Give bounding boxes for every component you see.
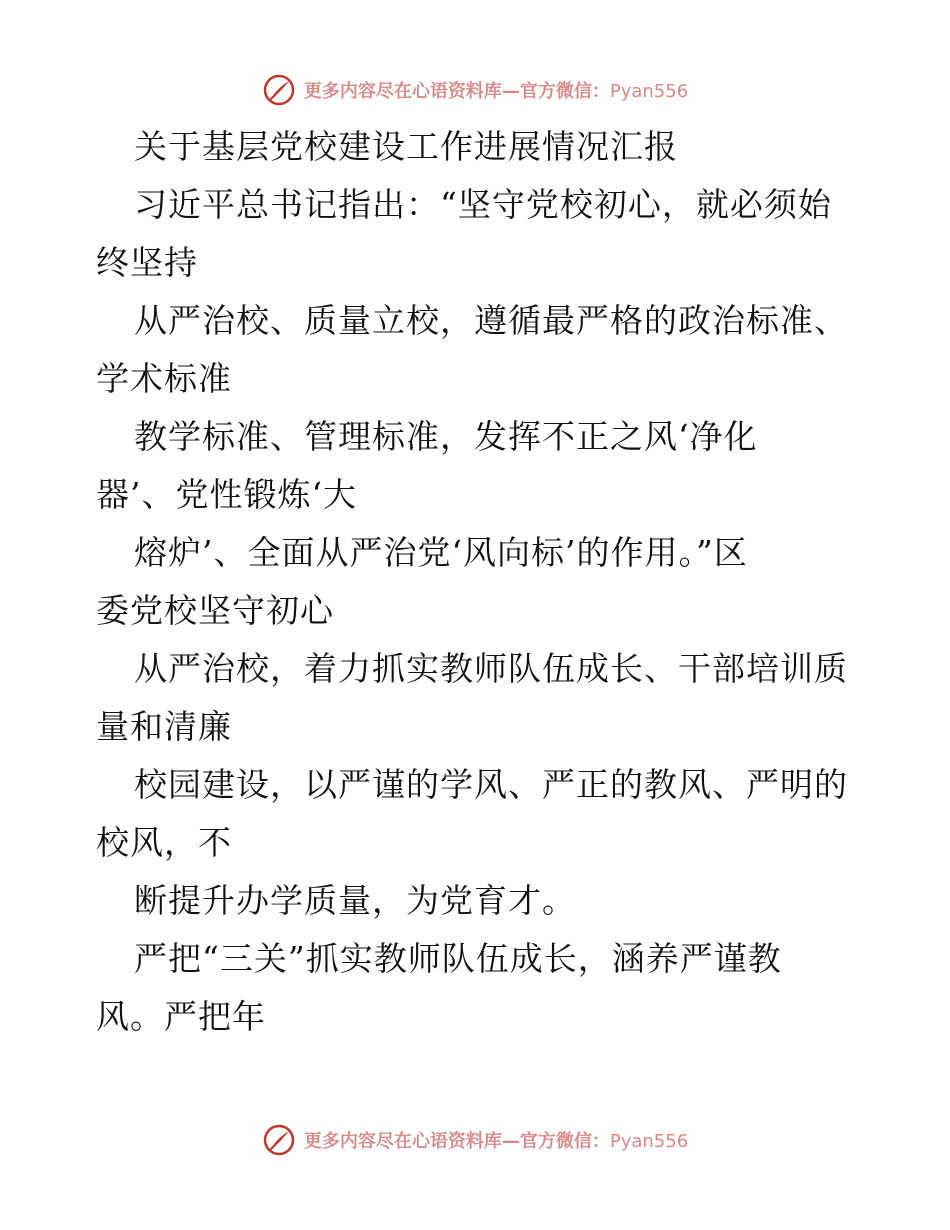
text-line: 器’、党性锻炼‘大: [96, 475, 357, 514]
text-line: 从严治校，着力抓实教师队伍成长、干部培训质: [134, 649, 848, 688]
text-line: 风。严把年: [96, 997, 266, 1036]
text-line: 从严治校、质量立校，遵循最严格的政治标准、: [134, 301, 848, 340]
text-line: 熔炉’、全面从严治党‘风向标’的作用。”区: [134, 533, 748, 572]
text-line: 教学标准、管理标准，发挥不正之风‘净化: [134, 417, 758, 456]
feather-logo-icon: [262, 1123, 296, 1157]
watermark-label: 更多内容尽在心语资料库—官方微信：: [303, 81, 610, 102]
text-line: 校风，不: [96, 823, 232, 862]
watermark-header: [0, 70, 950, 110]
text-line: 严把“三关”抓实教师队伍成长，涵养严谨教: [134, 939, 782, 978]
text-line: 习近平总书记指出：“坚守党校初心，就必须始: [134, 185, 832, 224]
feather-logo-icon: [262, 73, 296, 107]
text-line: 终坚持: [96, 243, 198, 282]
watermark-wechat-id: Pyan556: [609, 1131, 689, 1152]
document-body: [96, 118, 856, 1046]
watermark-footer: [0, 1120, 950, 1160]
text-line: 校园建设，以严谨的学风、严正的教风、严明的: [134, 765, 848, 804]
watermark-text: [304, 77, 688, 103]
text-line: 断提升办学质量，为党育才。: [134, 881, 576, 920]
watermark-text: [304, 1127, 688, 1153]
text-line: 学术标准: [96, 359, 232, 398]
text-line: 委党校坚守初心: [96, 591, 334, 630]
watermark-label: 更多内容尽在心语资料库—官方微信：: [303, 1131, 610, 1152]
watermark-wechat-id: Pyan556: [609, 81, 689, 102]
text-line: 关于基层党校建设工作进展情况汇报: [134, 127, 678, 166]
text-line: 量和清廉: [96, 707, 232, 746]
